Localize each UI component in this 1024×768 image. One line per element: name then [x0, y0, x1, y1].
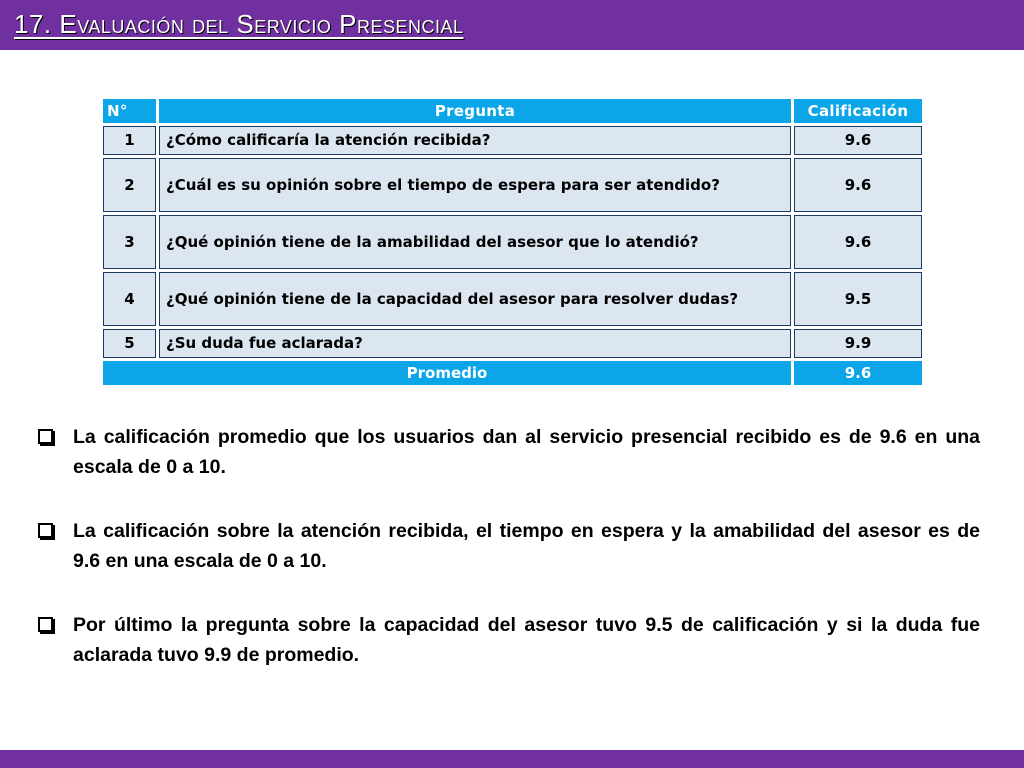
row-score: 9.9 [794, 329, 922, 358]
bullet-text: La calificación sobre la atención recibida, el tiempo en espera y la amabilidad del asesor es de 9.6 en una escala de 0 a 10. [73, 520, 980, 572]
row-number: 2 [103, 158, 156, 212]
table-row [103, 215, 922, 269]
footer-bar [0, 750, 1024, 768]
summary-bullets [36, 422, 980, 704]
average-label: Promedio [103, 361, 791, 385]
row-number: 5 [103, 329, 156, 358]
row-number: 1 [103, 126, 156, 155]
row-score: 9.5 [794, 272, 922, 326]
table-row [103, 158, 922, 212]
checkbox-bullet-icon [38, 617, 53, 632]
row-question: ¿Su duda fue aclarada? [159, 329, 791, 358]
table-header-row [103, 99, 922, 123]
row-number: 3 [103, 215, 156, 269]
row-question: ¿Cómo calificaría la atención recibida? [159, 126, 791, 155]
row-score: 9.6 [794, 126, 922, 155]
checkbox-bullet-icon [38, 523, 53, 538]
evaluation-table [100, 96, 925, 388]
row-score: 9.6 [794, 215, 922, 269]
page-title: 17. Evaluación del Servicio Presencial [14, 9, 464, 39]
row-score: 9.6 [794, 158, 922, 212]
row-question: ¿Qué opinión tiene de la capacidad del asesor para resolver dudas? [159, 272, 791, 326]
bullet-item [36, 422, 980, 482]
table-row [103, 329, 922, 358]
title-bar [0, 0, 1024, 50]
row-question: ¿Cuál es su opinión sobre el tiempo de espera para ser atendido? [159, 158, 791, 212]
row-question: ¿Qué opinión tiene de la amabilidad del asesor que lo atendió? [159, 215, 791, 269]
header-score: Calificación [794, 99, 922, 123]
row-number: 4 [103, 272, 156, 326]
header-question: Pregunta [159, 99, 791, 123]
bullet-item [36, 516, 980, 576]
header-num: N° [103, 99, 156, 123]
average-row [103, 361, 922, 385]
table-row [103, 126, 922, 155]
checkbox-bullet-icon [38, 429, 53, 444]
bullet-item [36, 610, 980, 670]
table-row [103, 272, 922, 326]
bullet-text: Por último la pregunta sobre la capacidad del asesor tuvo 9.5 de calificación y si la duda fue aclarada tuvo 9.9 de promedio. [73, 614, 980, 666]
average-score: 9.6 [794, 361, 922, 385]
bullet-text: La calificación promedio que los usuarios dan al servicio presencial recibido es de 9.6 en una escala de 0 a 10. [73, 426, 980, 478]
